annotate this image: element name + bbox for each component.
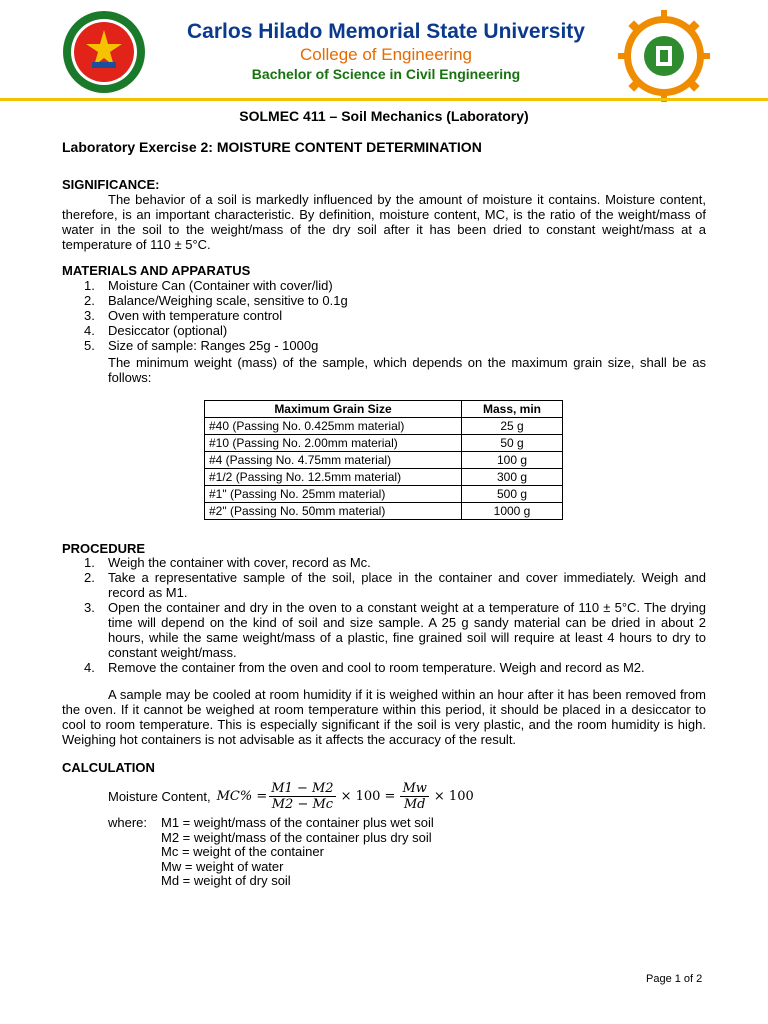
- formula-lhs: MC% =: [216, 788, 268, 804]
- fraction-1: [269, 781, 335, 812]
- procedure-list: [84, 555, 706, 675]
- college-name: College of Engineering: [299, 45, 472, 64]
- where-label: where:: [108, 815, 148, 830]
- list-item: 1. Moisture Can (Container with cover/lid): [84, 278, 333, 293]
- table-cell: 300 g: [462, 469, 563, 486]
- table-row: [205, 452, 563, 469]
- table-cell: 100 g: [462, 452, 563, 469]
- table-cell: #1/2 (Passing No. 12.5mm material): [205, 469, 462, 486]
- college-of-engineering-logo: [618, 10, 710, 102]
- procedure-heading: PROCEDURE: [62, 541, 146, 556]
- materials-list: [84, 278, 706, 353]
- procedure-note: A sample may be cooled at room humidity if it is weighed within an hour after it has been removed from the oven. If it cannot be weighed at room temperature within this period, it should be placed in a desiccator to cool to room temperature. This is especially significant if the soil is very plastic, and the room humidity is high. Weighing hot containers is not advisable as it affects the accuracy of the result.: [62, 687, 706, 747]
- header-divider: [0, 98, 768, 101]
- calculation-heading: CALCULATION: [62, 760, 155, 775]
- table-cell: 25 g: [462, 418, 563, 435]
- table-row: [205, 469, 563, 486]
- table-cell: #10 (Passing No. 2.00mm material): [205, 435, 462, 452]
- column-header: Maximum Grain Size: [205, 401, 462, 418]
- program-name: Bachelor of Science in Civil Engineering: [251, 66, 521, 82]
- fraction-1-denominator: M2 − Mc: [271, 796, 334, 812]
- significance-text: The behavior of a soil is markedly influenced by the amount of moisture it contains. Moisture content, therefore, is an important characteristic. By definition, moisture content, MC, is the ratio of the weight/mass of water in the soil to the weight/mass of the dry soil after it has been dried to constant weight/mass at a temperature of 110 ± 5°C.: [62, 192, 706, 252]
- list-item: 3. Oven with temperature control: [84, 308, 283, 323]
- list-item: 3. Open the container and dry in the oven to a constant weight at a temperature of 110 ± 5°C. The drying time will depend on the kind of soil and size sample. A 25 g sandy material can be dried in about 2 hours, while the same weight/mass of a plastic, fine grained soil will require at least 4 hours to dry to constant weight/mass.: [84, 600, 706, 660]
- table-row: [205, 486, 563, 503]
- table-header-row: [205, 401, 563, 418]
- formula-times-1: × 100 =: [340, 788, 396, 804]
- table-row: [205, 503, 563, 520]
- definition-md: Md = weight of dry soil: [161, 873, 291, 888]
- table-cell: 500 g: [462, 486, 563, 503]
- table-cell: #2" (Passing No. 50mm material): [205, 503, 462, 520]
- column-header: Mass, min: [462, 401, 563, 418]
- table-cell: 1000 g: [462, 503, 563, 520]
- list-item: 2. Balance/Weighing scale, sensitive to 0.1g: [84, 293, 348, 308]
- fraction-1-numerator: M1 − M2: [271, 780, 334, 796]
- materials-heading: MATERIALS AND APPARATUS: [62, 263, 251, 278]
- definition-m1: M1 = weight/mass of the container plus wet soil: [161, 815, 434, 830]
- university-seal-logo: [62, 10, 146, 94]
- definition-mw: Mw = weight of water: [161, 859, 284, 874]
- fraction-2-numerator: Mw: [402, 780, 427, 796]
- list-item: 5. Size of sample: Ranges 25g - 1000g: [84, 338, 319, 353]
- list-item: 1. Weigh the container with cover, record as Mc.: [84, 555, 371, 570]
- table-cell: #1" (Passing No. 25mm material): [205, 486, 462, 503]
- list-item: 2. Take a representative sample of the soil, place in the container and cover immediately. Weigh and record as M1.: [84, 570, 706, 600]
- table-cell: #4 (Passing No. 4.75mm material): [205, 452, 462, 469]
- formula-times-2: × 100: [433, 788, 474, 804]
- definition-mc: Mc = weight of the container: [161, 844, 324, 859]
- fraction-2-denominator: Md: [403, 796, 426, 812]
- page-number: Page 1 of 2: [646, 973, 703, 985]
- sample-size-note: The minimum weight (mass) of the sample, which depends on the maximum grain size, shall be as follows:: [108, 355, 706, 385]
- exercise-title: Laboratory Exercise 2: MOISTURE CONTENT DETERMINATION: [62, 139, 482, 155]
- university-name: Carlos Hilado Memorial State University: [187, 20, 585, 43]
- table-cell: #40 (Passing No. 0.425mm material): [205, 418, 462, 435]
- definition-m2: M2 = weight/mass of the container plus dry soil: [161, 830, 432, 845]
- grain-size-table: [204, 400, 563, 520]
- list-item: 4. Desiccator (optional): [84, 323, 228, 338]
- formula-label: Moisture Content,: [108, 788, 211, 804]
- table-row: [205, 435, 563, 452]
- moisture-content-formula: [108, 776, 477, 816]
- significance-heading: SIGNIFICANCE:: [62, 177, 160, 192]
- table-row: [205, 418, 563, 435]
- table-cell: 50 g: [462, 435, 563, 452]
- course-title: SOLMEC 411 – Soil Mechanics (Laboratory): [239, 108, 529, 124]
- list-item: 4. Remove the container from the oven and cool to room temperature. Weigh and record as M2.: [84, 660, 645, 675]
- fraction-2: [400, 781, 428, 812]
